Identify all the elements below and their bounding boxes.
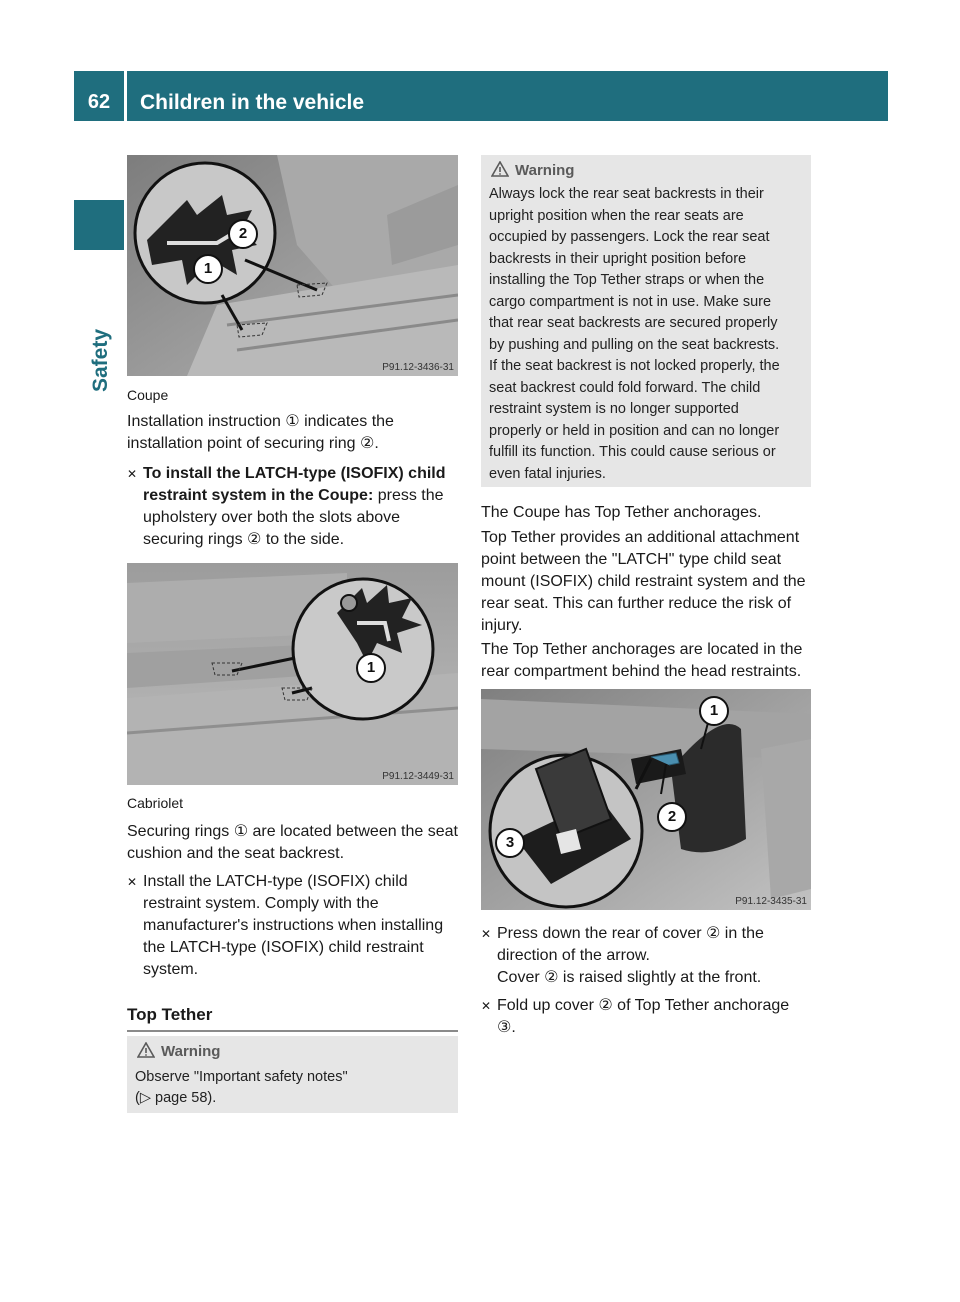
warning-text-line: If the seat backrest is not locked properly, the — [489, 358, 780, 374]
warning-text-line: fulfill its function. This could cause serious or — [489, 444, 776, 460]
warning-heading — [491, 161, 574, 179]
step-fold-cover — [481, 995, 811, 1039]
warning-box-backrests — [481, 155, 811, 487]
warning-heading — [137, 1042, 220, 1060]
side-tab-marker — [74, 200, 124, 250]
warning-triangle-icon — [491, 161, 509, 177]
paragraph-anchorage-location: The Top Tether anchorages are located in the rear compartment behind the head restraints. — [481, 641, 803, 680]
step-fold-cover-text: Fold up cover ② of Top Tether anchorage ③. — [497, 997, 790, 1036]
warning-text-line: occupied by passengers. Lock the rear seat — [489, 229, 770, 245]
step-arrow-icon: ✕ — [481, 999, 492, 1013]
section-heading-top-tether: Top Tether — [127, 1004, 458, 1032]
figure-caption-cabriolet: Cabriolet — [127, 795, 184, 811]
paragraph-top-tether-purpose: Top Tether provides an additional attachment point between the "LATCH" type child seat mount (ISOFIX) child restraint system and the rear seat. This can further reduce the risk of injury. — [481, 529, 806, 634]
warning-text-line: even fatal injuries. — [489, 465, 606, 482]
figure-top-tether-anchorage — [481, 689, 811, 910]
callout-1: 1 — [356, 653, 386, 683]
paragraph-anchorages: The Coupe has Top Tether anchorages. — [481, 504, 762, 521]
warning-box-safety-notes — [127, 1036, 458, 1113]
step-install-coupe-bold: To install the LATCH-type (ISOFIX) child restraint system in the Coupe: — [143, 465, 446, 504]
warning-text-line: Always lock the rear seat backrests in their — [489, 186, 764, 202]
callout-2: 2 — [657, 802, 687, 832]
warning-text-line: properly or held in position and can no longer — [489, 422, 780, 439]
figure-caption-coupe: Coupe — [127, 387, 169, 403]
top-tether-illustration — [481, 689, 811, 910]
step-press-cover — [481, 923, 811, 989]
warning-text-line: by pushing and pulling on the seat backrests. — [489, 336, 780, 353]
callout-1: 1 — [699, 696, 729, 726]
warning-text-line: seat backrest could fold forward. The child — [489, 379, 761, 396]
warning-text-line: backrests in their upright position before — [489, 250, 747, 267]
step-press-cover-text: Press down the rear of cover ② in the direction of the arrow. — [497, 925, 764, 964]
step-install-cabriolet — [127, 871, 453, 981]
page-reference-link[interactable]: (▷ page 58). — [135, 1090, 217, 1106]
warning-text-line: upright position when the rear seats are — [489, 207, 744, 224]
step-arrow-icon: ✕ — [127, 875, 138, 889]
figure-coupe-isofix — [127, 155, 458, 376]
figure-code: P91.12-3435-31 — [735, 896, 807, 907]
step-install-cabriolet-text: Install the LATCH-type (ISOFIX) child restraint system. Comply with the manufacturer's instructions when installing the LATCH-type (ISOFIX) child restraint system. — [143, 873, 444, 978]
coupe-seat-illustration — [127, 155, 458, 376]
warning-text-line: installing the Top Tether straps or when the — [489, 272, 765, 288]
figure-cabriolet-isofix — [127, 563, 458, 785]
warning-text-line: Observe "Important safety notes" — [135, 1069, 348, 1085]
page-number: 62 — [87, 91, 111, 113]
warning-text-line: restraint system is no longer supported — [489, 401, 739, 417]
step-install-coupe-text: press the upholstery over both the slots above securing rings ② to the side. — [143, 487, 444, 548]
warning-text-line: cargo compartment is not in use. Make sure — [489, 293, 772, 310]
warning-title: Warning — [161, 1043, 221, 1060]
figure-code: P91.12-3436-31 — [382, 362, 454, 373]
callout-3: 3 — [495, 828, 525, 858]
paragraph-cabriolet: Securing rings ① are located between the seat cushion and the seat backrest. — [127, 823, 458, 862]
warning-triangle-icon — [137, 1042, 155, 1058]
page-title: Children in the vehicle — [140, 91, 365, 114]
paragraph-coupe: Installation instruction ① indicates the installation point of securing ring ②. — [127, 413, 394, 452]
step-install-coupe — [127, 463, 461, 551]
callout-1: 1 — [193, 254, 223, 284]
cabriolet-seat-illustration — [127, 563, 458, 785]
figure-code: P91.12-3449-31 — [382, 771, 454, 782]
warning-text-line: that rear seat backrests are secured properly — [489, 315, 778, 331]
callout-2: 2 — [228, 219, 258, 249]
step-arrow-icon: ✕ — [127, 467, 138, 481]
step-arrow-icon: ✕ — [481, 927, 492, 941]
step-result-text: Cover ② is raised slightly at the front. — [497, 969, 762, 986]
warning-title: Warning — [515, 162, 575, 179]
side-tab-label: Safety — [89, 328, 112, 392]
header-divider — [124, 71, 127, 121]
